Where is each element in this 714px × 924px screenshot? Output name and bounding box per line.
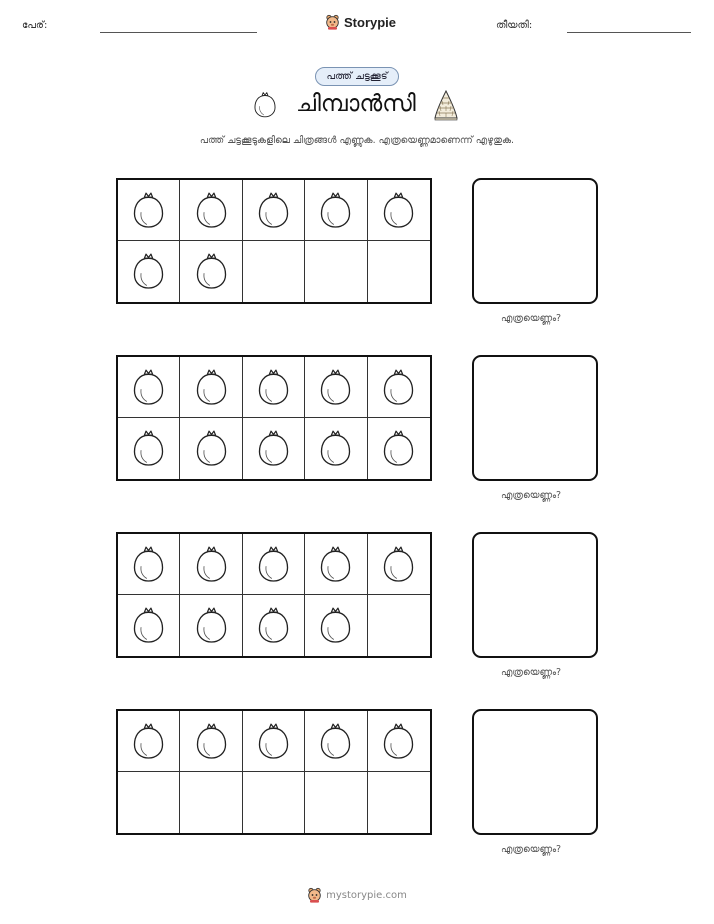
pomegranate-icon [132,723,165,760]
name-label: പേര്: [22,20,48,31]
pomegranate-icon [319,369,352,406]
cone-icon [433,89,459,121]
pomegranate-icon [132,607,165,644]
ten-frame-cell [305,357,367,418]
ten-frame-cell [243,180,305,241]
pomegranate-icon [382,546,415,583]
ten-frame-cell [305,418,367,479]
ten-frame-cell [305,711,367,772]
pomegranate-icon [195,369,228,406]
ten-frame-cell [243,711,305,772]
pomegranate-icon [132,253,165,290]
pomegranate-icon [132,369,165,406]
pomegranate-icon [382,430,415,467]
ten-frame [116,709,432,835]
ten-frame-cell [118,241,180,302]
ten-frame [116,355,432,481]
pomegranate-icon [132,192,165,229]
ten-frame-cell [305,772,367,833]
ten-frame-cell [118,711,180,772]
ten-frame-cell [368,418,430,479]
date-line[interactable] [567,32,691,33]
page-title: ചിമ്പാൻസി [296,91,416,117]
footer [307,887,407,903]
answer-box[interactable] [472,532,598,658]
ten-frame-cell [368,772,430,833]
ten-frame-cell [180,180,242,241]
mascot-icon [307,887,322,903]
worksheet-type-badge: പത്ത് ചട്ടക്കൂട് [315,67,398,86]
instruction-text: പത്ത് ചട്ടക്കൂടുകളിലെ ചിത്രങ്ങൾ എണ്ണുക. എത്രയെണ്ണമാണെന്ന് എഴുതുക. [199,135,515,146]
footer-url: mystorypie.com [326,889,407,901]
ten-frame-cell [243,534,305,595]
ten-frame-cell [368,534,430,595]
pomegranate-icon [319,607,352,644]
how-many-label: എത്രയെണ്ണം? [501,667,562,678]
pomegranate-icon [382,369,415,406]
ten-frame-cell [368,180,430,241]
ten-frame-cell [180,711,242,772]
ten-frame-cell [305,534,367,595]
ten-frame-cell [118,357,180,418]
pomegranate-icon [257,369,290,406]
ten-frame-cell [180,357,242,418]
pomegranate-icon [132,546,165,583]
pomegranate-icon [319,192,352,229]
pomegranate-icon [195,607,228,644]
date-label: തീയതി: [496,20,533,31]
ten-frame-cell [368,595,430,656]
pomegranate-icon [257,430,290,467]
pomegranate-icon [132,430,165,467]
ten-frame-cell [243,357,305,418]
pomegranate-icon [195,192,228,229]
ten-frame-cell [118,418,180,479]
pomegranate-icon [257,723,290,760]
ten-frame-cell [305,180,367,241]
ten-frame-cell [243,241,305,302]
ten-frame-cell [118,180,180,241]
how-many-label: എത്രയെണ്ണം? [501,844,562,855]
ten-frame-cell [118,772,180,833]
ten-frame-cell [243,595,305,656]
ten-frame-cell [368,357,430,418]
pomegranate-icon [195,723,228,760]
ten-frame-cell [368,241,430,302]
brand-logo [325,14,396,30]
mascot-icon [325,14,340,30]
ten-frame-cell [368,711,430,772]
ten-frame-cell [118,595,180,656]
ten-frame-cell [243,418,305,479]
how-many-label: എത്രയെണ്ണം? [501,490,562,501]
ten-frame [116,532,432,658]
pomegranate-icon [382,192,415,229]
how-many-label: എത്രയെണ്ണം? [501,313,562,324]
answer-box[interactable] [472,178,598,304]
pomegranate-icon [319,723,352,760]
pomegranate-icon [195,546,228,583]
pomegranate-icon [253,92,277,118]
pomegranate-icon [257,192,290,229]
pomegranate-icon [382,723,415,760]
answer-box[interactable] [472,709,598,835]
pomegranate-icon [257,607,290,644]
pomegranate-icon [195,253,228,290]
ten-frame-cell [118,534,180,595]
ten-frame-cell [180,534,242,595]
ten-frame-cell [180,595,242,656]
ten-frame-cell [180,418,242,479]
answer-box[interactable] [472,355,598,481]
ten-frame [116,178,432,304]
ten-frame-cell [305,595,367,656]
ten-frame-cell [180,772,242,833]
ten-frame-cell [305,241,367,302]
name-line[interactable] [100,32,257,33]
brand-name: Storypie [344,14,397,30]
ten-frame-cell [243,772,305,833]
ten-frame-cell [180,241,242,302]
pomegranate-icon [319,546,352,583]
pomegranate-icon [257,546,290,583]
pomegranate-icon [195,430,228,467]
pomegranate-icon [319,430,352,467]
